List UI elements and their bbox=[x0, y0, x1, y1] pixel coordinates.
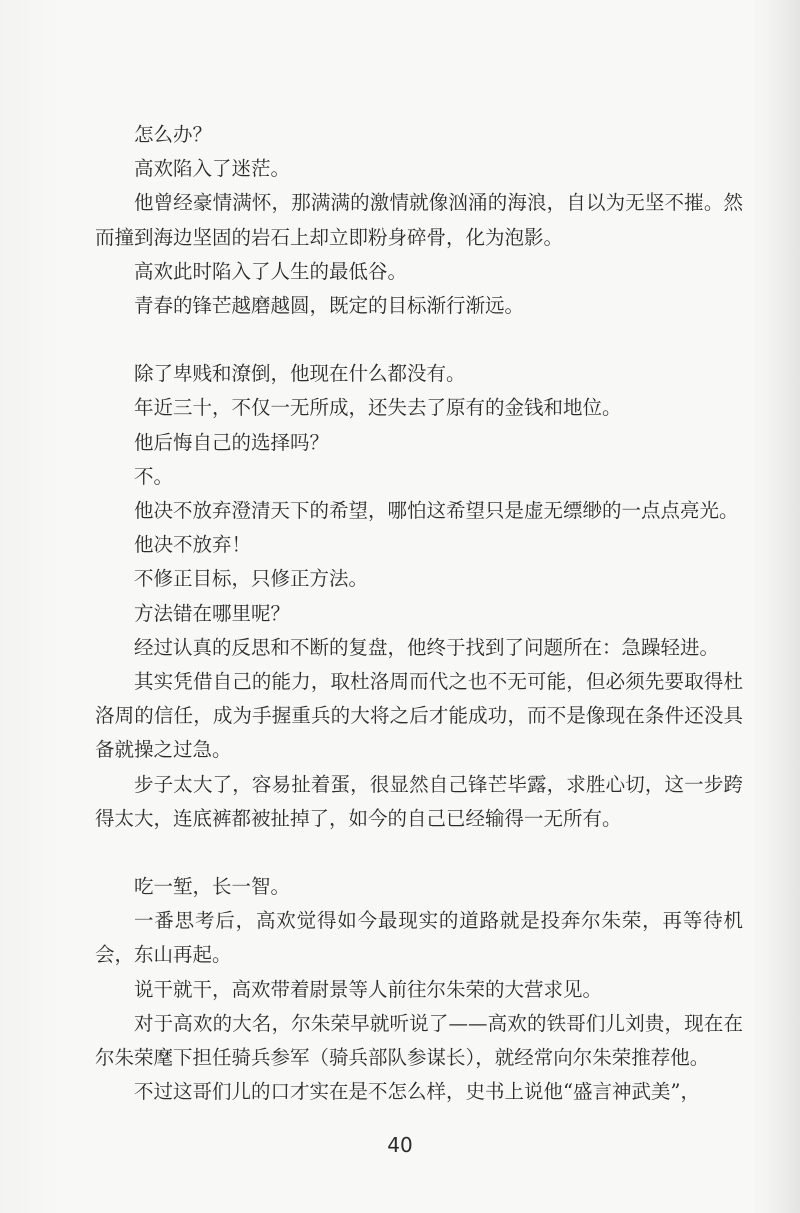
paragraph-3: 他曾经豪情满怀，那满满的激情就像汹涌的海浪，自以为无坚不摧。然而撞到海边坚固的岩石上却立即粉身碎骨，化为泡影。 bbox=[95, 191, 743, 249]
paragraph-20: 对于高欢的大名，尔朱荣早就听说了——高欢的铁哥们儿刘贵，现在在尔朱荣麾下担任骑兵参军（骑兵部队参谋长），就经常向尔朱荣推荐他。 bbox=[95, 1011, 743, 1070]
paragraph-18: 一番思考后，高欢觉得如今最现实的道路就是投奔尔朱荣，再等待机会，东山再起。 bbox=[95, 909, 743, 967]
paragraph-7: 年近三十，不仅一无所成，还失去了原有的金钱和地位。 bbox=[134, 396, 622, 420]
paragraph-5: 青春的锋芒越磨越圆，既定的目标渐行渐远。 bbox=[134, 294, 525, 318]
paragraph-17: 吃一堑，长一智。 bbox=[134, 875, 291, 899]
paragraph-21: 不过这哥们儿的口才实在是不怎么样，史书上说他“盛言神武美”， bbox=[134, 1080, 700, 1104]
paragraph-1: 怎么办？ bbox=[134, 123, 213, 146]
section-gap bbox=[95, 323, 743, 357]
paragraph-6: 除了卑贱和潦倒，他现在什么都没有。 bbox=[134, 362, 466, 386]
paragraph-14: 经过认真的反思和不断的复盘，他终于找到了问题所在：急躁轻进。 bbox=[134, 635, 720, 659]
paragraph-15: 其实凭借自己的能力，取杜洛周而代之也不无可能，但必须先要取得杜洛周的信任，成为手握重兵的大将之后才能成功，而不是像现在条件还没具备就操之过急。 bbox=[95, 670, 743, 762]
body-text bbox=[95, 118, 743, 1109]
paragraph-11: 他决不放弃！ bbox=[134, 533, 252, 557]
section-gap bbox=[95, 836, 743, 870]
paragraph-19: 说干就干，高欢带着尉景等人前往尔朱荣的大营求见。 bbox=[134, 977, 603, 1001]
paragraph-8: 他后悔自己的选择吗？ bbox=[134, 430, 330, 454]
paragraph-12: 不修正目标，只修正方法。 bbox=[134, 567, 369, 591]
paragraph-4: 高欢此时陷入了人生的最低谷。 bbox=[134, 259, 408, 283]
paragraph-10: 他决不放弃澄清天下的希望，哪怕这希望只是虚无缥缈的一点点亮光。 bbox=[134, 499, 739, 523]
paragraph-9: 不。 bbox=[134, 464, 174, 488]
paragraph-16: 步子太大了，容易扯着蛋，很显然自己锋芒毕露，求胜心切，这一步跨得太大，连底裤都被扯掉了，如今的自己已经输得一无所有。 bbox=[95, 772, 743, 830]
paragraph-2: 高欢陷入了迷茫。 bbox=[134, 157, 291, 181]
paragraph-13: 方法错在哪里呢？ bbox=[134, 601, 291, 625]
page-number: 40 bbox=[387, 1133, 413, 1157]
